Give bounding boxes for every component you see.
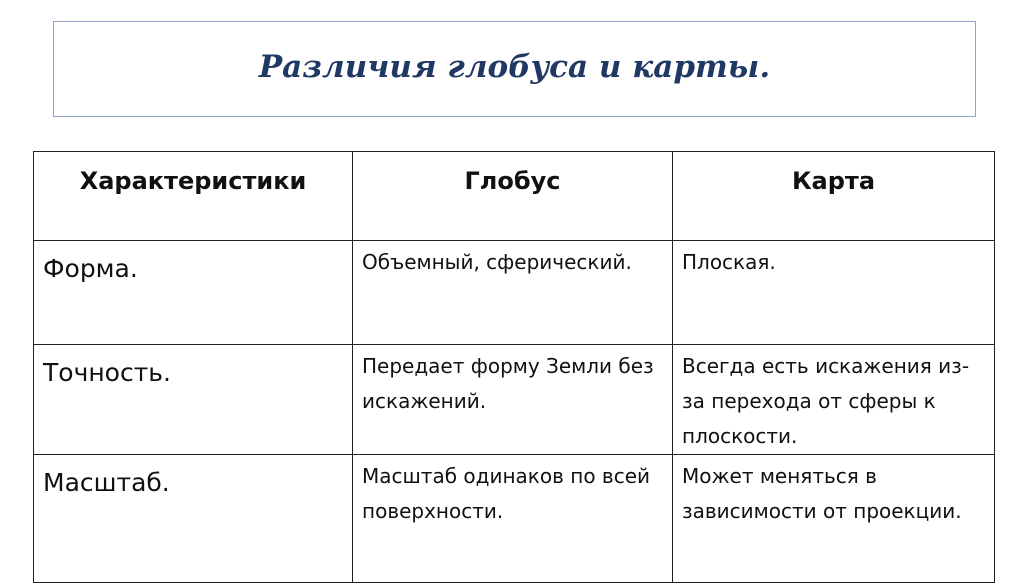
table-row bbox=[34, 345, 995, 455]
row-label-shape: Форма. bbox=[34, 241, 353, 345]
header-characteristics: Характеристики bbox=[34, 152, 353, 241]
cell-map-shape: Плоская. bbox=[673, 241, 995, 345]
comparison-table bbox=[33, 151, 995, 583]
row-label-accuracy: Точность. bbox=[34, 345, 353, 455]
row-label-scale: Масштаб. bbox=[34, 455, 353, 583]
table-row bbox=[34, 455, 995, 583]
page-title: Различия глобуса и карты. bbox=[258, 49, 771, 85]
header-globe: Глобус bbox=[353, 152, 673, 241]
cell-globe-shape: Объемный, сферический. bbox=[353, 241, 673, 345]
cell-map-accuracy: Всегда есть искажения из-за перехода от сферы к плоскости. bbox=[673, 345, 995, 455]
cell-globe-scale: Масштаб одинаков по всей поверхности. bbox=[353, 455, 673, 583]
cell-globe-accuracy: Передает форму Земли без искажений. bbox=[353, 345, 673, 455]
title-box bbox=[53, 21, 976, 117]
header-map: Карта bbox=[673, 152, 995, 241]
table-row bbox=[34, 241, 995, 345]
cell-map-scale: Может меняться в зависимости от проекции. bbox=[673, 455, 995, 583]
table-header-row bbox=[34, 152, 995, 241]
